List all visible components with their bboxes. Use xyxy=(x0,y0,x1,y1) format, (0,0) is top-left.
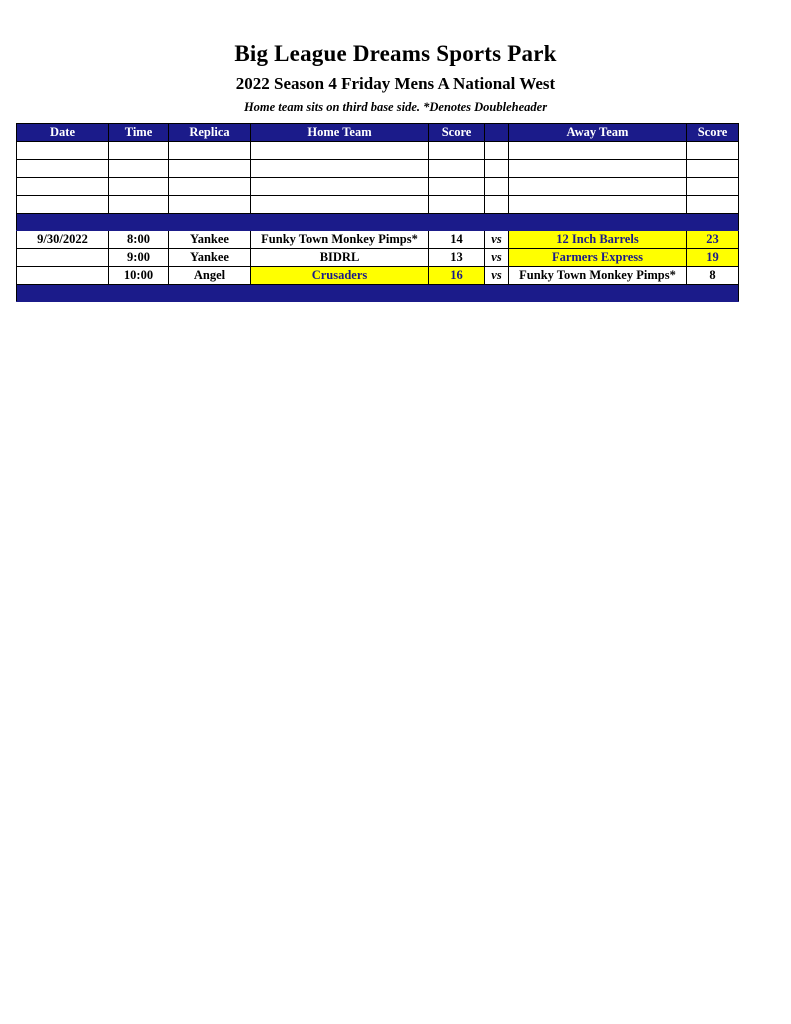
page-subtitle: 2022 Season 4 Friday Mens A National West xyxy=(235,73,556,93)
cell-home-score xyxy=(429,178,485,196)
separator-band xyxy=(17,214,739,231)
cell-away-team: 12 Inch Barrels xyxy=(509,231,687,249)
cell-away-team: Farmers Express xyxy=(509,249,687,267)
cell-away-score: 23 xyxy=(687,231,739,249)
cell-home-score xyxy=(429,196,485,214)
cell-replica xyxy=(169,196,251,214)
cell-away-team xyxy=(509,178,687,196)
column-header-vs xyxy=(485,124,509,142)
band-cell xyxy=(17,285,109,302)
band-cell xyxy=(169,214,251,231)
column-header-home-score: Score xyxy=(429,124,485,142)
band-cell xyxy=(687,285,739,302)
cell-date xyxy=(17,249,109,267)
cell-home-team: Crusaders xyxy=(251,267,429,285)
cell-away-team xyxy=(509,142,687,160)
schedule-table xyxy=(16,123,739,302)
cell-vs xyxy=(485,142,509,160)
table-row-empty xyxy=(17,196,739,214)
cell-date xyxy=(17,267,109,285)
cell-home-team: BIDRL xyxy=(251,249,429,267)
band-cell xyxy=(429,214,485,231)
column-header-home-team: Home Team xyxy=(251,124,429,142)
band-cell xyxy=(485,214,509,231)
cell-vs: vs xyxy=(485,231,509,249)
table-row xyxy=(17,267,739,285)
cell-away-score xyxy=(687,142,739,160)
band-cell xyxy=(109,214,169,231)
cell-home-team xyxy=(251,142,429,160)
cell-vs: vs xyxy=(485,249,509,267)
cell-away-score xyxy=(687,160,739,178)
cell-vs xyxy=(485,160,509,178)
cell-home-team xyxy=(251,178,429,196)
cell-away-team xyxy=(509,196,687,214)
band-cell xyxy=(509,214,687,231)
cell-replica: Yankee xyxy=(169,231,251,249)
cell-home-team xyxy=(251,160,429,178)
cell-replica xyxy=(169,160,251,178)
cell-time xyxy=(109,196,169,214)
column-header-replica: Replica xyxy=(169,124,251,142)
table-row-empty xyxy=(17,160,739,178)
band-cell xyxy=(485,285,509,302)
cell-away-score: 19 xyxy=(687,249,739,267)
column-header-date: Date xyxy=(17,124,109,142)
cell-home-score xyxy=(429,160,485,178)
band-cell xyxy=(169,285,251,302)
document-header xyxy=(0,0,791,116)
table-row xyxy=(17,249,739,267)
table-row-empty xyxy=(17,142,739,160)
band-cell xyxy=(251,214,429,231)
cell-replica: Yankee xyxy=(169,249,251,267)
band-cell xyxy=(17,214,109,231)
cell-date xyxy=(17,142,109,160)
cell-away-team xyxy=(509,160,687,178)
schedule-table-wrapper xyxy=(16,123,738,302)
cell-home-score: 16 xyxy=(429,267,485,285)
band-cell xyxy=(687,214,739,231)
cell-time xyxy=(109,160,169,178)
page-note: Home team sits on third base side. *Denotes Doubleheader xyxy=(243,100,548,114)
cell-away-score: 8 xyxy=(687,267,739,285)
table-header-row xyxy=(17,124,739,142)
band-cell xyxy=(109,285,169,302)
page-title: Big League Dreams Sports Park xyxy=(234,41,557,66)
cell-time xyxy=(109,178,169,196)
band-cell xyxy=(251,285,429,302)
cell-home-score xyxy=(429,142,485,160)
cell-replica: Angel xyxy=(169,267,251,285)
cell-home-score: 14 xyxy=(429,231,485,249)
cell-away-score xyxy=(687,178,739,196)
cell-home-team xyxy=(251,196,429,214)
cell-home-score: 13 xyxy=(429,249,485,267)
band-cell xyxy=(509,285,687,302)
cell-home-team: Funky Town Monkey Pimps* xyxy=(251,231,429,249)
cell-away-team: Funky Town Monkey Pimps* xyxy=(509,267,687,285)
cell-replica xyxy=(169,178,251,196)
cell-replica xyxy=(169,142,251,160)
cell-vs xyxy=(485,196,509,214)
column-header-time: Time xyxy=(109,124,169,142)
cell-time xyxy=(109,142,169,160)
cell-vs: vs xyxy=(485,267,509,285)
cell-date xyxy=(17,196,109,214)
table-row-empty xyxy=(17,178,739,196)
cell-time: 8:00 xyxy=(109,231,169,249)
column-header-away-score: Score xyxy=(687,124,739,142)
cell-date xyxy=(17,178,109,196)
cell-away-score xyxy=(687,196,739,214)
cell-date: 9/30/2022 xyxy=(17,231,109,249)
cell-vs xyxy=(485,178,509,196)
band-cell xyxy=(429,285,485,302)
column-header-away-team: Away Team xyxy=(509,124,687,142)
table-row xyxy=(17,231,739,249)
cell-time: 10:00 xyxy=(109,267,169,285)
separator-band xyxy=(17,285,739,302)
cell-date xyxy=(17,160,109,178)
cell-time: 9:00 xyxy=(109,249,169,267)
